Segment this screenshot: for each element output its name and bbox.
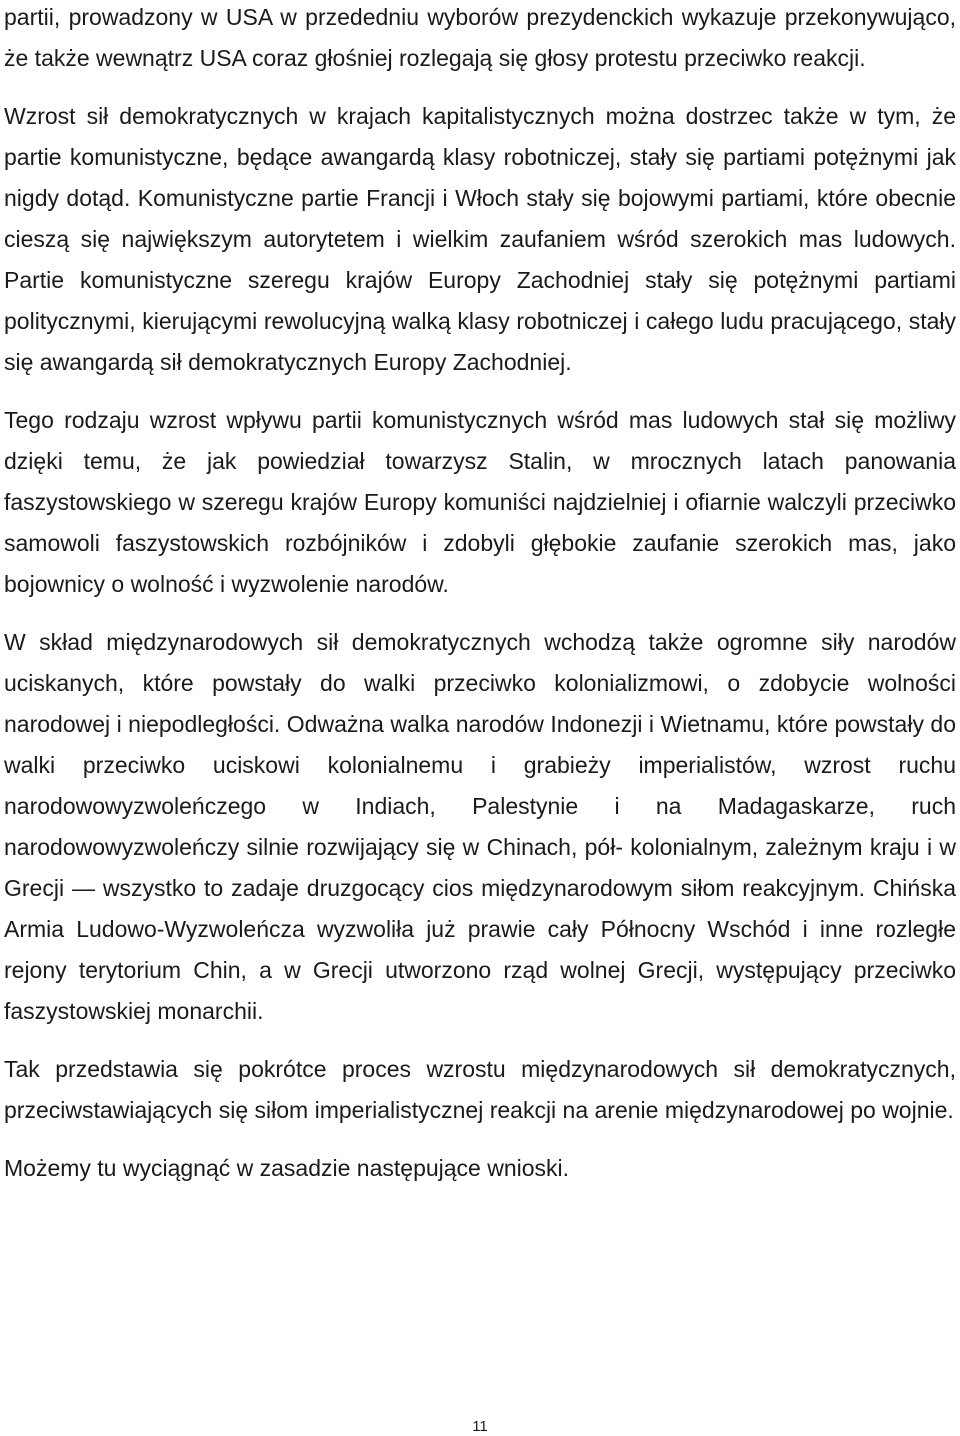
- paragraph-influence-growth: Tego rodzaju wzrost wpływu partii komunistycznych wśród mas ludowych stał się możliwy dzięki temu, że jak powiedział towarzysz Stalin, w mrocznych latach panowania faszystowskiego w szeregu krajów Europy komuniści najdzielniej i ofiarnie walczyli przeciwko samowoli faszystowskich rozbójników i zdobyli głębokie zaufanie szerokich mas, jako bojownicy o wolność i wyzwolenie narodów.: [4, 407, 956, 597]
- paragraph-conclusions-intro: Możemy tu wyciągnąć w zasadzie następujące wnioski.: [4, 1155, 570, 1181]
- body-text: [4, 0, 956, 1206]
- paragraph-communist-parties: Wzrost sił demokratycznych w krajach kapitalistycznych można dostrzec także w tym, że partie komunistyczne, będące awangardą klasy robotniczej, stały się partiami potężnymi jak nigdy dotąd. Komunistyczne partie Francji i Włoch stały się bojowymi partiami, które obecnie cieszą się największym autorytetem i wielkim zaufaniem wśród szerokich mas ludowych. Partie komunistyczne szeregu krajów Europy Zachodniej stały się potężnymi partiami politycznymi, kierującymi rewolucyjną walką klasy robotniczej i całego ludu pracującego, stały się awangardą sił demokratycznych Europy Zachodniej.: [4, 103, 956, 375]
- page-number: 11: [472, 1418, 488, 1435]
- paragraph-oppressed-nations: W skład międzynarodowych sił demokratycznych wchodzą także ogromne siły narodów uciskanych, które powstały do walki przeciwko kolonializmowi, o zdobycie wolności narodowej i niepodległości. Odważna walka narodów Indonezji i Wietnamu, które powstały do walki przeciwko uciskowi kolonialnemu i grabieży imperialistów, wzrost ruchu narodowowyzwoleńczego w Indiach, Palestynie i na Madagaskarze, ruch narodowowyzwoleńczy silnie rozwijający się w Chinach, pół- kolonialnym, zależnym kraju i w Grecji — wszystko to zadaje druzgocący cios międzynarodowym siłom reakcyjnym. Chińska Armia Ludowo-Wyzwoleńcza wyzwoliła już prawie cały Północny Wschód i inne rozległe rejony terytorium Chin, a w Grecji utworzono rząd wolnej Grecji, występujący przeciwko faszystowskiej monarchii.: [4, 629, 956, 1024]
- paragraph-summary: Tak przedstawia się pokrótce proces wzrostu międzynarodowych sił demokratycznych, przeciwstawiających się siłom imperialistycznej reakcji na arenie międzynarodowej po wojnie.: [4, 1056, 956, 1123]
- paragraph-continuation: partii, prowadzony w USA w przededniu wyborów prezydenckich wykazuje przekonywująco, że także wewnątrz USA coraz głośniej rozlegają się głosy protestu przeciwko reakcji.: [4, 4, 956, 71]
